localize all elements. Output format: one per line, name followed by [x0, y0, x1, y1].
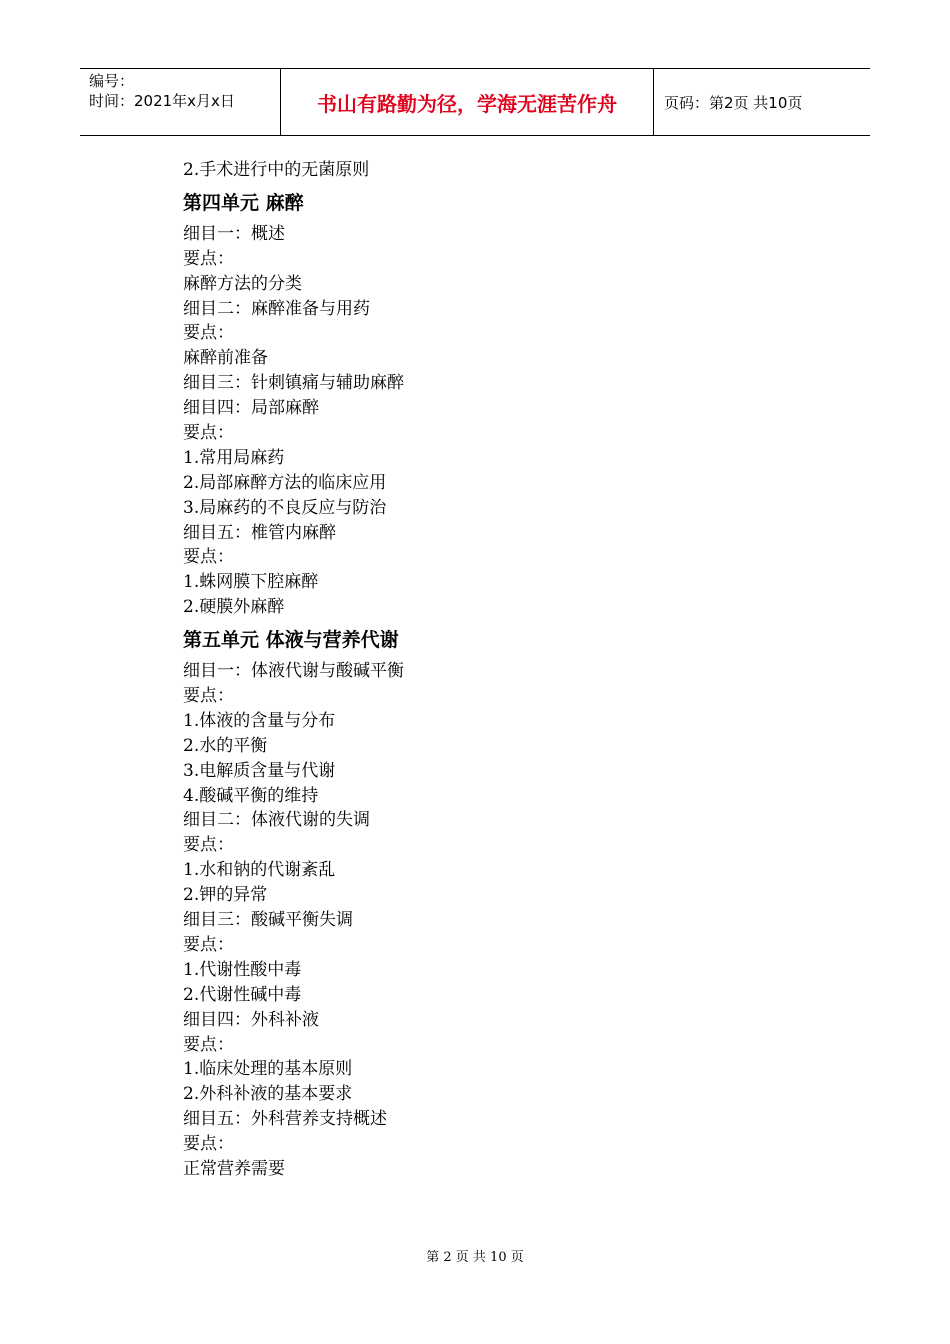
header-meta [80, 69, 281, 135]
body-line: 2.水的平衡 [183, 735, 268, 756]
body-line: 细目五：椎管内麻醉 [183, 522, 336, 543]
body-line: 2.钾的异常 [183, 885, 268, 906]
body-line: 细目二：体液代谢的失调 [183, 810, 370, 831]
body-line: 1.水和钠的代谢紊乱 [183, 860, 336, 881]
section-heading: 第五单元 体液与营养代谢 [183, 629, 399, 652]
body-line: 细目三：针刺镇痛与辅助麻醉 [183, 373, 404, 394]
body-line: 2.手术进行中的无菌原则 [183, 160, 370, 180]
body-line: 要点： [183, 835, 234, 856]
body-line: 细目五：外科营养支持概述 [183, 1109, 387, 1130]
body-line: 细目一：概述 [183, 223, 285, 244]
body-line: 1.体液的含量与分布 [183, 710, 336, 731]
body-line: 2.代谢性碱中毒 [183, 984, 302, 1005]
body-line: 4.酸碱平衡的维持 [183, 785, 319, 806]
section-heading: 第四单元 麻醉 [183, 191, 304, 214]
body-line: 2.外科补液的基本要求 [183, 1084, 353, 1105]
body-line: 要点： [183, 1134, 234, 1155]
body-line: 细目四：外科补液 [183, 1009, 319, 1030]
body-line: 要点： [183, 934, 234, 955]
body-line: 要点： [183, 423, 234, 444]
body-line: 2.局部麻醉方法的临床应用 [183, 472, 387, 493]
page-header [80, 68, 870, 136]
body-line: 细目二：麻醉准备与用药 [183, 298, 370, 319]
header-motto: 书山有路勤为径，学海无涯苦作舟 [281, 69, 654, 135]
body-line: 要点： [183, 1034, 234, 1055]
body-line: 正常营养需要 [183, 1158, 285, 1179]
body-line: 要点： [183, 686, 234, 707]
body-line: 要点： [183, 547, 234, 568]
body-line: 1.蛛网膜下腔麻醉 [183, 572, 319, 593]
body-line: 1.常用局麻药 [183, 447, 285, 468]
page-footer: 第 2 页 共 10 页 [426, 1250, 524, 1265]
body-line: 细目一：体液代谢与酸碱平衡 [183, 661, 404, 682]
body-line: 细目四：局部麻醉 [183, 398, 319, 419]
document-body [183, 158, 823, 1182]
body-line: 2.硬膜外麻醉 [183, 597, 285, 618]
number-label: 编号： [89, 72, 135, 90]
body-line: 要点： [183, 248, 234, 269]
body-line: 3.局麻药的不良反应与防治 [183, 497, 387, 518]
body-line: 细目三：酸碱平衡失调 [183, 910, 353, 931]
date-label: 时间：2021年x月x日 [89, 92, 235, 110]
body-line: 3.电解质含量与代谢 [183, 760, 336, 781]
header-page-info: 页码：第2页 共10页 [664, 93, 803, 112]
body-line: 麻醉前准备 [183, 348, 268, 369]
body-line: 1.临床处理的基本原则 [183, 1059, 353, 1080]
body-line: 麻醉方法的分类 [183, 273, 302, 294]
body-line: 1.代谢性酸中毒 [183, 959, 302, 980]
body-line: 要点： [183, 323, 234, 344]
